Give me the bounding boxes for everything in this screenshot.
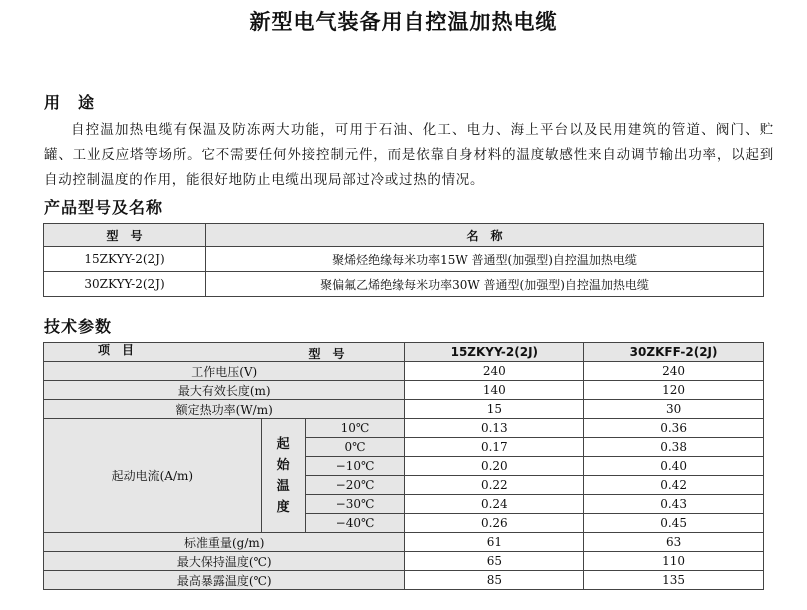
spec-value: 0.36: [584, 419, 764, 438]
corner-model-label: 型 号: [308, 347, 345, 361]
spec-value: 240: [584, 362, 764, 381]
model-1-header: 15ZKYY-2(2J): [405, 343, 584, 362]
table-row: [44, 533, 764, 552]
spec-value: 240: [405, 362, 584, 381]
specs-heading: 技术参数: [44, 317, 113, 336]
table-row: [44, 552, 764, 571]
spec-label: 最大保持温度(℃): [44, 552, 405, 571]
spec-value: 0.13: [405, 419, 584, 438]
usage-heading: 用 途: [44, 93, 96, 112]
vertical-char: 度: [276, 499, 290, 515]
current-label: 起动电流(A/m): [44, 419, 262, 533]
spec-label: 额定热功率(W/m): [44, 400, 405, 419]
spec-value: 61: [405, 533, 584, 552]
name-cell: 聚烯烃绝缘每米功率15W 普通型(加强型)自控温加热电缆: [206, 247, 764, 272]
spec-label: 最高暴露温度(℃): [44, 571, 405, 590]
spec-value: 0.43: [584, 495, 764, 514]
vertical-char: 始: [276, 457, 290, 473]
table-row: [44, 571, 764, 590]
models-table-header: [44, 224, 764, 247]
spec-value: 63: [584, 533, 764, 552]
table-row: [44, 272, 764, 297]
spec-value: 135: [584, 571, 764, 590]
spec-value: 0.20: [405, 457, 584, 476]
specs-table: [43, 342, 764, 590]
col-name-header: 名 称: [206, 224, 764, 247]
page-title: 新型电气装备用自控温加热电缆: [249, 10, 558, 34]
specs-table-header: [44, 343, 764, 362]
spec-label: 最大有效长度(m): [44, 381, 405, 400]
models-table: [43, 223, 764, 297]
spec-value: 0.40: [584, 457, 764, 476]
table-row: [44, 381, 764, 400]
vertical-char: 温: [276, 478, 290, 494]
corner-item-label: 项 目: [98, 343, 135, 357]
table-row: [44, 247, 764, 272]
spec-value: 0.17: [405, 438, 584, 457]
spec-value: 0.24: [405, 495, 584, 514]
usage-paragraph: 自控温加热电缆有保温及防冻两大功能，可用于石油、化工、电力、海上平台以及民用建筑的管道、阀门、贮罐、工业反应塔等场所。它不需要任何外接控制元件，而是依靠自身材料的温度敏感性来自动调节输出功率，以起到自动控制温度的作用，能很好地防止电缆出现局部过冷或过热的情况。: [44, 122, 774, 188]
spec-value: 15: [405, 400, 584, 419]
model-2-header: 30ZKFF-2(2J): [584, 343, 764, 362]
temp-cell: −30℃: [305, 495, 405, 514]
spec-value: 65: [405, 552, 584, 571]
spec-value: 0.26: [405, 514, 584, 533]
spec-value: 120: [584, 381, 764, 400]
spec-value: 30: [584, 400, 764, 419]
col-model-header: 型 号: [44, 224, 206, 247]
corner-header-cell: [44, 343, 405, 362]
temp-cell: 0℃: [305, 438, 405, 457]
name-cell: 聚偏氟乙烯绝缘每米功率30W 普通型(加强型)自控温加热电缆: [206, 272, 764, 297]
spec-value: 85: [405, 571, 584, 590]
spec-value: 110: [584, 552, 764, 571]
temp-cell: 10℃: [305, 419, 405, 438]
spec-value: 0.22: [405, 476, 584, 495]
spec-label: 标准重量(g/m): [44, 533, 405, 552]
temp-cell: −10℃: [305, 457, 405, 476]
spec-value: 0.38: [584, 438, 764, 457]
spec-label: 工作电压(V): [44, 362, 405, 381]
start-temp-label: [261, 419, 305, 533]
model-cell: 15ZKYY-2(2J): [44, 247, 206, 272]
temp-cell: −20℃: [305, 476, 405, 495]
vertical-char: 起: [276, 436, 290, 452]
table-row: [44, 400, 764, 419]
spec-value: 140: [405, 381, 584, 400]
models-heading: 产品型号及名称: [44, 198, 164, 217]
table-row: [44, 419, 764, 438]
temp-cell: −40℃: [305, 514, 405, 533]
spec-value: 0.42: [584, 476, 764, 495]
spec-value: 0.45: [584, 514, 764, 533]
model-cell: 30ZKYY-2(2J): [44, 272, 206, 297]
table-row: [44, 362, 764, 381]
